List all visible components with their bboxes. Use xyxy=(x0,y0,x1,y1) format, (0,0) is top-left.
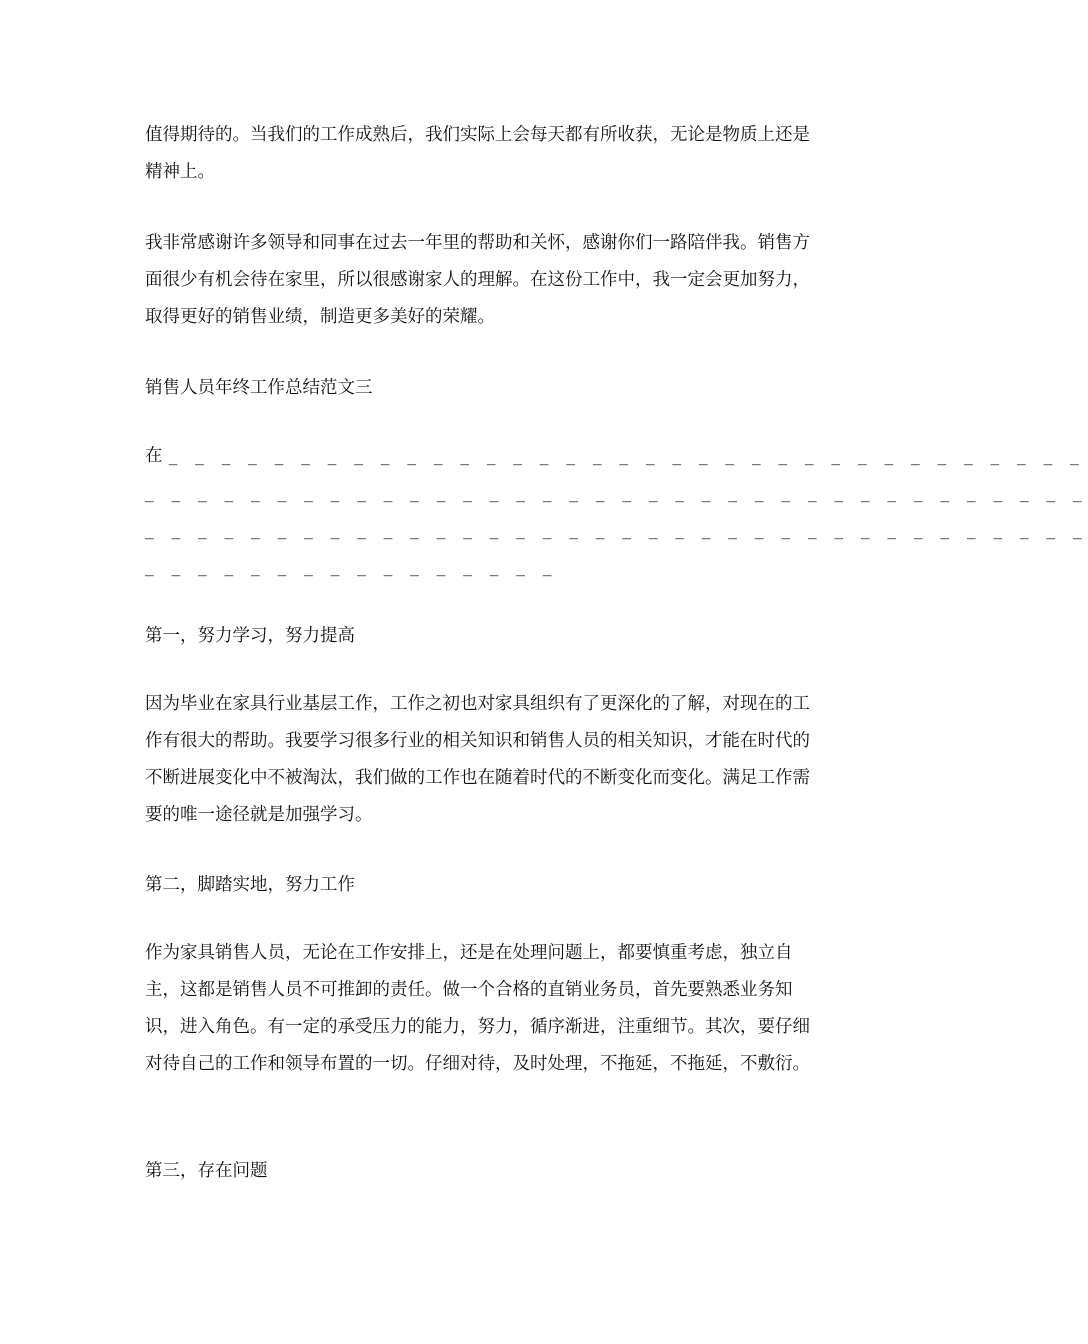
paragraph-work: 作为家具销售人员，无论在工作安排上，还是在处理问题上，都要慎重考虑，独立自主，这都是销售人员不可推卸的责任。做一个合格的直销业务员，首先要熟悉业务知识，进入角色。有一定的承受压力的能力，努力，循序渐进，注重细节。其次，要仔细对待自己的工作和领导布置的一切。仔细对待，及时处理，不拖延，不拖延，不敷衍。 xyxy=(145,943,810,1074)
paragraph-study: 因为毕业在家具行业基层工作，工作之初也对家具组织有了更深化的了解，对现在的工作有很大的帮助。我要学习很多行业的相关知识和销售人员的相关知识，才能在时代的不断进展变化中不被淘汰，我们做的工作也在随着时代的不断变化而变化。满足工作需要的唯一途径就是加强学习。 xyxy=(145,694,810,825)
fill-in-blank-block xyxy=(145,438,1088,586)
blank-underscores-3: _ _ _ _ _ _ _ _ _ _ _ _ _ _ _ _ _ _ _ _ _ _ _ _ _ _ _ _ _ _ _ _ _ _ _ _ xyxy=(145,520,1088,540)
blank-underscores-2: _ _ _ _ _ _ _ _ _ _ _ _ _ _ _ _ _ _ _ _ _ _ _ _ _ _ _ _ _ _ _ _ _ _ _ _ xyxy=(145,483,1088,503)
blank-underscores-1: _ _ _ _ _ _ _ _ _ _ _ _ _ _ _ _ _ _ _ _ _ _ _ _ _ _ _ _ _ _ _ _ _ _ _ xyxy=(168,446,1085,466)
heading-third-point: 第三，存在问题 xyxy=(145,1161,268,1181)
blank-line-first xyxy=(145,438,1085,475)
blank-prefix-text: 在 xyxy=(145,446,169,466)
paragraph-intro-continuation: 值得期待的。当我们的工作成熟后，我们实际上会每天都有所收获，无论是物质上还是精神上。 xyxy=(145,125,810,182)
paragraph-thanks: 我非常感谢许多领导和同事在过去一年里的帮助和关怀，感谢你们一路陪伴我。销售方面很少有机会待在家里，所以很感谢家人的理解。在这份工作中，我一定会更加努力，取得更好的销售业绩，制造更多美好的荣耀。 xyxy=(145,233,810,327)
heading-second-point: 第二，脚踏实地，努力工作 xyxy=(145,875,355,895)
heading-first-point: 第一，努力学习，努力提高 xyxy=(145,626,355,646)
blank-underscores-4: _ _ _ _ _ _ _ _ _ _ _ _ _ _ _ _ xyxy=(145,557,558,577)
section-title-sample-three: 销售人员年终工作总结范文三 xyxy=(145,378,373,398)
